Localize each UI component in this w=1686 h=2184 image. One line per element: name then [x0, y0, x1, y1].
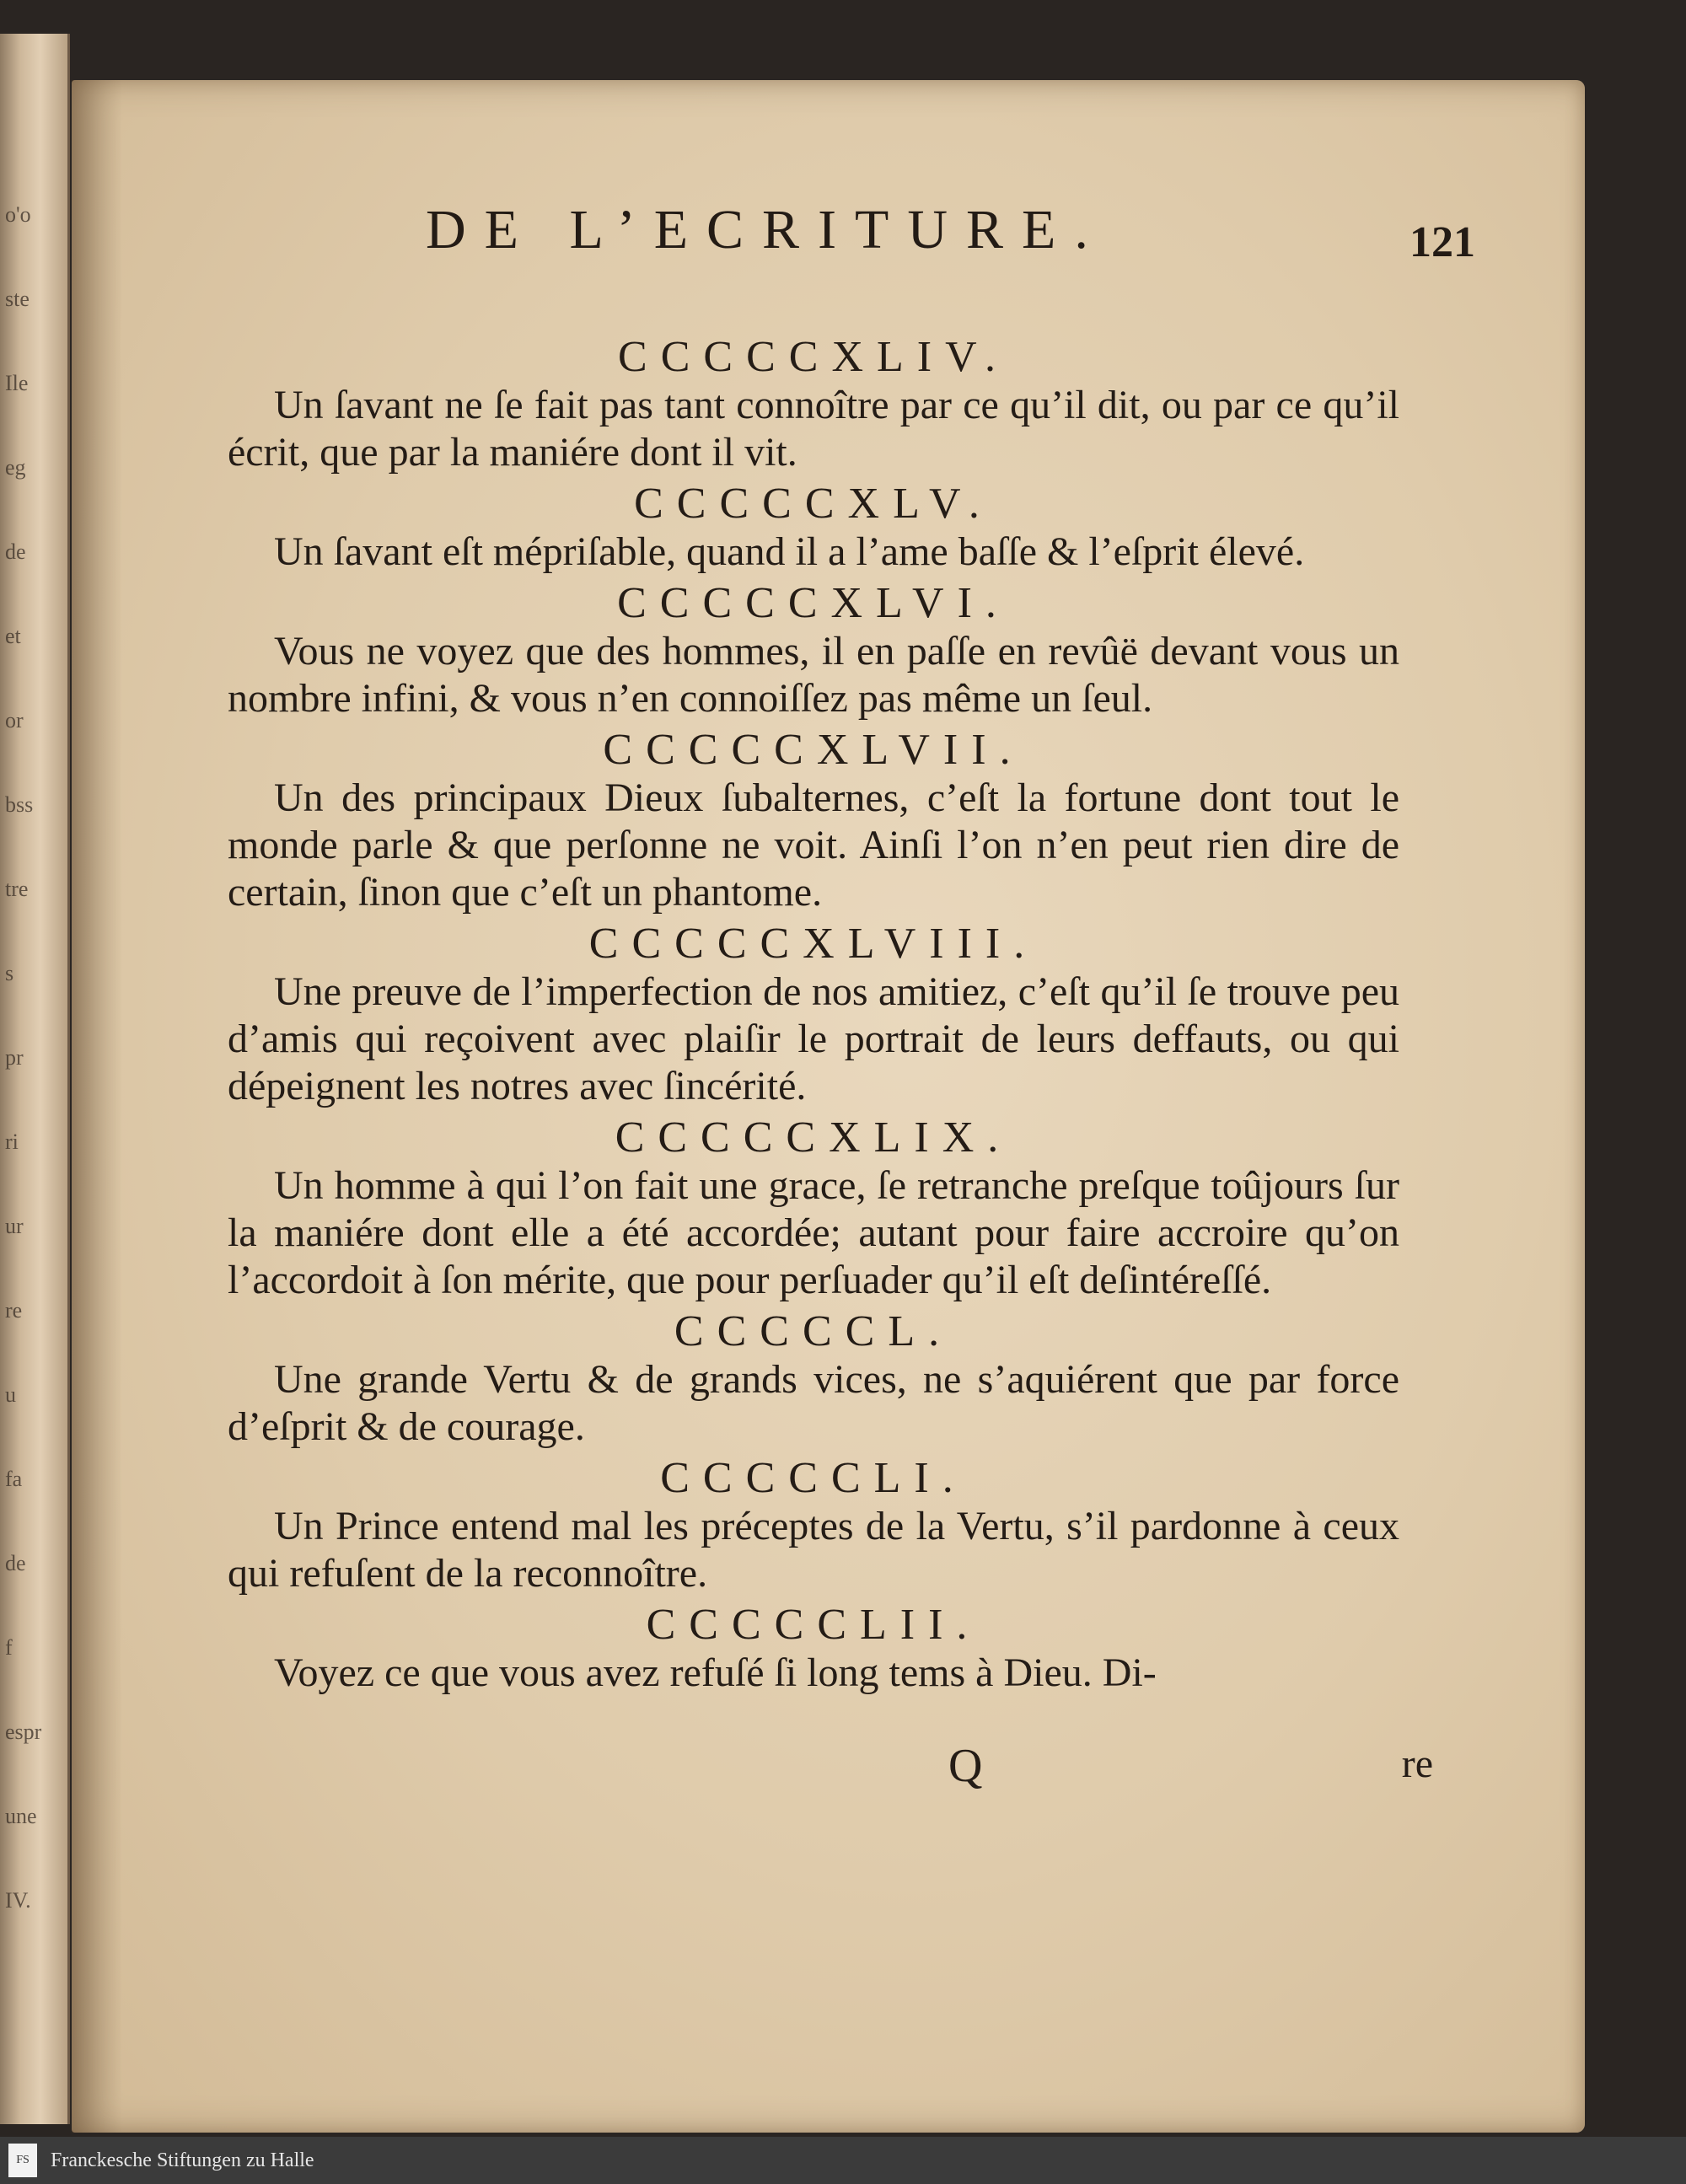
left-page-fragment: IV.	[5, 1888, 31, 1913]
entry-text: Une preuve de l’imperfection de nos amitiez, c’eſt qu’il ſe trouve peu d’amis qui reçoivent avec plaiſir le portrait de leurs deffauts, ou qui dépeignent les notres avec ſincérité.	[228, 969, 1399, 1108]
entry-number: CCCCCXLV.	[634, 480, 993, 528]
entry-text: Une grande Vertu & de grands vices, ne s’aquiérent que par force d’eſprit & de courage.	[228, 1357, 1399, 1449]
left-page-fragment: et	[5, 624, 21, 648]
left-page-fragment: bss	[5, 792, 34, 817]
left-page-fragment: o'o	[5, 202, 31, 227]
left-page-fragment: pr	[5, 1045, 24, 1070]
catchword: re	[1401, 1741, 1433, 1786]
text-block	[228, 333, 1399, 1700]
entry-text: Un ſavant ne ſe fait pas tant connoître par ce qu’il dit, ou par ce qu’il écrit, que par la maniére dont il vit.	[228, 383, 1399, 475]
entry-text: Un ſavant eſt mépriſable, quand il a l’ame baſſe & l’eſprit élevé.	[274, 529, 1305, 574]
entry-number: CCCCCL.	[674, 1307, 953, 1355]
left-page-fragment: tre	[5, 877, 29, 901]
book-page	[72, 80, 1585, 2133]
left-page-fragment: espr	[5, 1720, 42, 1744]
institution-logo: FS	[8, 2144, 37, 2177]
left-page-fragment: ur	[5, 1214, 24, 1238]
entry-text: Voyez ce que vous avez refuſé ſi long tems à Dieu. Di-	[274, 1650, 1157, 1695]
left-page-fragment: ste	[5, 287, 30, 311]
signature-mark: Q	[948, 1740, 983, 1792]
institution-name: Franckesche Stiftungen zu Halle	[51, 2149, 314, 2171]
running-head: DE L’ECRITURE.	[426, 199, 1107, 260]
entry-number: CCCCCXLIV.	[618, 333, 1009, 381]
footer-bar	[0, 2137, 1686, 2184]
entry-number: CCCCCLII.	[646, 1601, 981, 1649]
entry-number: CCCCCXLIX.	[615, 1113, 1012, 1162]
entry-text: Vous ne voyez que des hommes, il en paſſe en revûë devant vous un nombre infini, & vous n’en connoiſſez pas même un ſeul.	[228, 629, 1399, 721]
left-page-fragment: re	[5, 1298, 23, 1323]
left-page-fragment: fa	[5, 1467, 23, 1491]
left-page-fragment: u	[5, 1382, 16, 1407]
entry-number: CCCCCXLVI.	[617, 579, 1010, 627]
left-page-fragment: Ile	[5, 371, 29, 395]
entry-number: CCCCCLI.	[660, 1454, 967, 1502]
left-page-fragment: or	[5, 708, 24, 732]
entry-text: Un des principaux Dieux ſubalternes, c’eſt la fortune dont tout le monde parle & que perſonne ne voit. Ainſi l’on n’en peut rien dire de certain, ſinon que c’eſt un phantome.	[228, 775, 1399, 915]
left-page-fragment: eg	[5, 455, 26, 480]
left-page-fragment: ri	[5, 1130, 19, 1154]
entry-number: CCCCCXLVII.	[603, 726, 1024, 774]
page-number: 121	[1409, 218, 1475, 266]
left-page-fragment: s	[5, 961, 14, 985]
left-page-fragment: une	[5, 1804, 37, 1828]
entry-text: Un Prince entend mal les préceptes de la Vertu, s’il pardonne à ceux qui refuſent de la reconnoître.	[228, 1504, 1399, 1596]
entry-number: CCCCCXLVIII.	[588, 920, 1039, 968]
previous-page-edge	[0, 34, 70, 2124]
left-page-fragment: de	[5, 539, 26, 564]
left-page-fragment: f	[5, 1635, 13, 1660]
entry-text: Un homme à qui l’on fait une grace, ſe retranche preſque toûjours ſur la maniére dont elle a été accordée; autant pour faire accroire qu’on l’accordoit à ſon mérite, que pour perſuader qu’il eſt deſintéreſſé.	[228, 1163, 1399, 1302]
left-page-fragment: de	[5, 1551, 26, 1575]
